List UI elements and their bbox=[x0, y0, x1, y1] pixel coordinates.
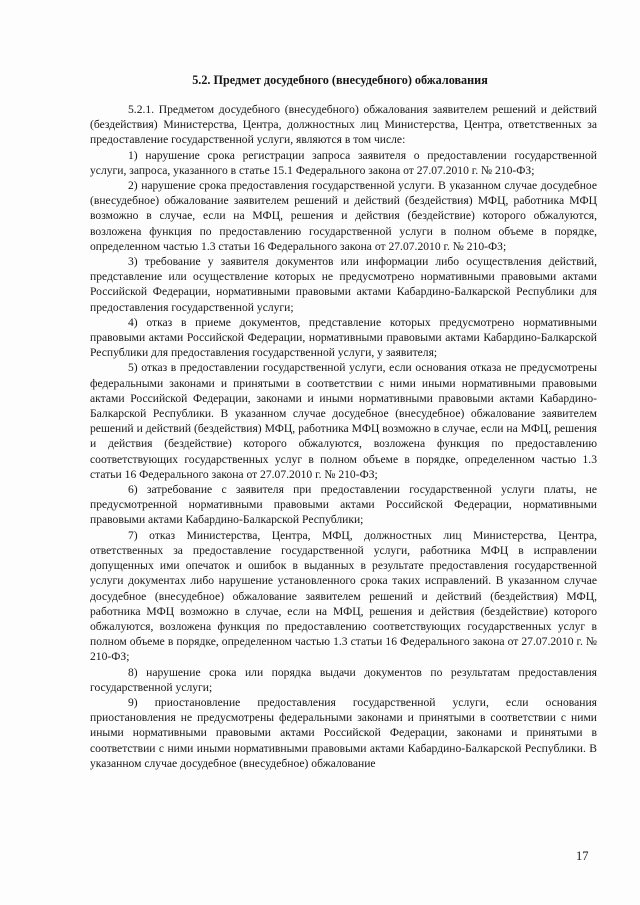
paragraph-item-3: 3) требование у заявителя документов или информации либо осуществления действий, представление или осуществление которых не предусмотрено нормативными правовыми актами Российской Федерации, нормативными правовыми актами Кабардино-Балкарской Республики для предоставления государственной услуги; bbox=[90, 255, 597, 314]
paragraph-item-5: 5) отказ в предоставлении государственной услуги, если основания отказа не предусмотрены федеральными законами и принятыми в соответствии с ними иными нормативными правовыми актами Российской Федерации, законами и иными нормативными правовыми актами Кабардино-Балкарской Республики. В указанном случае досудебное (внесудебное) обжалование заявителем решений и действий (бездействия) МФЦ, работника МФЦ возможно в случае, если на МФЦ, решения и действия (бездействие) которого обжалуются, возложена функция по предоставлению соответствующих государственных услуг в полном объеме в порядке, определенном частью 1.3 статьи 16 Федерального закона от 27.07.2010 г. № 210-ФЗ; bbox=[90, 361, 597, 481]
paragraph-item-1: 1) нарушение срока регистрации запроса заявителя о предоставлении государственной услуги, запроса, указанного в статье 15.1 Федерального закона от 27.07.2010 г. № 210-ФЗ; bbox=[90, 148, 597, 177]
paragraph-item-7: 7) отказ Министерства, Центра, МФЦ, должностных лиц Министерства, Центра, ответственных за предоставление государственной услуги, работника МФЦ в исправлении допущенных ими опечаток и ошибок в выданных в результате предоставления государственной услуги документах либо нарушение установленного срока таких исправлений. В указанном случае досудебное (внесудебное) обжалование заявителем решений и действий (бездействия) МФЦ, работника МФЦ возможно в случае, если на МФЦ, решения и действия (бездействие) которого обжалуются, возложена функция по предоставлению соответствующих государственных услуг в полном объеме в порядке, определенном частью 1.3 статьи 16 Федерального закона от 27.07.2010 г. № 210-ФЗ; bbox=[90, 528, 597, 664]
paragraph-intro: 5.2.1. Предметом досудебного (внесудебного) обжалования заявителем решений и действий (бездействия) Министерства, Центра, должностных лиц Министерства, Центра, ответственных за предоставление государственной услуги, являются в том числе: bbox=[90, 103, 597, 147]
paragraph-item-6: 6) затребование с заявителя при предоставлении государственной услуги платы, не предусмотренной нормативными правовыми актами Российской Федерации, нормативными правовыми актами Кабардино-Балкарской Республики; bbox=[90, 483, 597, 527]
section-heading: 5.2. Предмет досудебного (внесудебного) обжалования bbox=[192, 73, 488, 87]
page-number: 17 bbox=[576, 849, 589, 863]
paragraph-item-4: 4) отказ в приеме документов, представление которых предусмотрено нормативными правовыми актами Российской Федерации, нормативными правовыми актами Кабардино-Балкарской Республики для предоставления государственной услуги, у заявителя; bbox=[90, 315, 597, 360]
paragraph-item-8: 8) нарушение срока или порядка выдачи документов по результатам предоставления государственной услуги; bbox=[90, 665, 597, 694]
paragraph-item-2: 2) нарушение срока предоставления государственной услуги. В указанном случае досудебное (внесудебное) обжалование заявителем решений и действий (бездействия) МФЦ, работника МФЦ возможно в случае, если на МФЦ, решения и действия (бездействие) которого обжалуются, возложена функция по предоставлению государственной услуги в полном объеме в порядке, определенном частью 1.3 статьи 16 Федерального закона от 27.07.2010 г. № 210-ФЗ; bbox=[90, 179, 597, 253]
paragraph-item-9: 9) приостановление предоставления государственной услуги, если основания приостановления не предусмотрены федеральными законами и принятыми в соответствии с ними иными нормативными правовыми актами Российской Федерации, законами и принятыми в соответствии с ними иными нормативными правовыми актами Кабардино-Балкарской Республики. В указанном случае досудебное (внесудебное) обжалование bbox=[90, 695, 597, 770]
document-body bbox=[90, 102, 597, 771]
